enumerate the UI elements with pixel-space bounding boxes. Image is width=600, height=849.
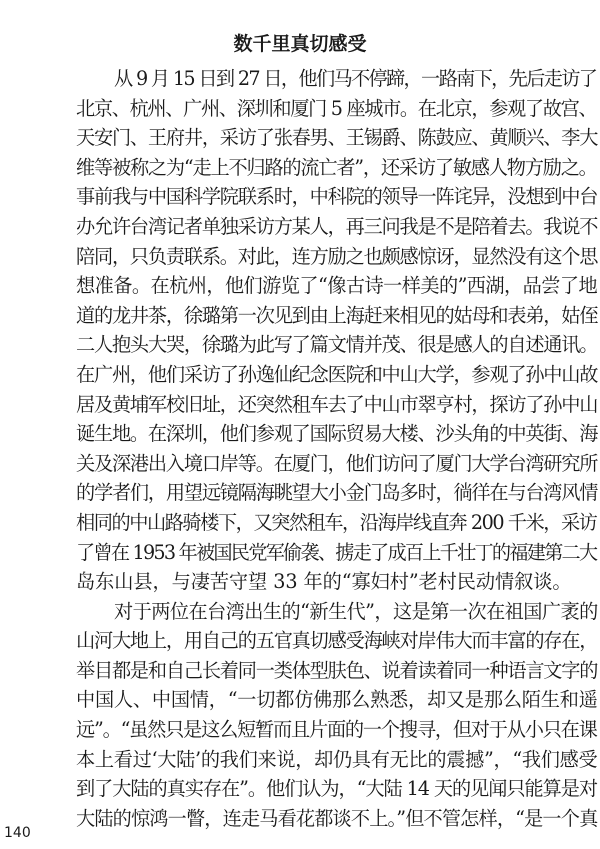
paragraph-1 — [76, 64, 600, 597]
text-line: 办允许台湾记者单独采访方某人，再三问我是不是陪着去。我说不 — [76, 214, 598, 238]
text-line: 了曾在 1953 年被国民党军偷袭、掳走了成百上千壮丁的福建第二大 — [76, 540, 597, 564]
text-line: 举目都是和自己长着同一类体型肤色、说着读着同一种语言文字的 — [76, 658, 598, 682]
text-line: 想准备。在杭州，他们游览了“像古诗一样美的”西湖，品尝了地 — [76, 274, 598, 298]
text-line: 诞生地。在深圳，他们参观了国际贸易大楼、沙头角的中英街、海 — [76, 422, 598, 446]
text-line: 相同的中山路骑楼下，又突然租车，沿海岸线直奔 200 千米，采访 — [76, 510, 597, 534]
text-line: 大陆的惊鸿一瞥，连走马看花都谈不上。”但不管怎样，“是一个真 — [76, 806, 598, 830]
text-line: 陪同，只负责联系。对此，连方励之也颇感惊讶，显然没有这个思 — [76, 244, 598, 268]
section-title: 数千里真切感受 — [233, 33, 367, 55]
text-line: 北京、杭州、广州、深圳和厦门 5 座城市。在北京，参观了故宫、 — [76, 96, 597, 120]
body-text — [76, 64, 600, 833]
text-line: 对于两位在台湾出生的“新生代”，这是第一次在祖国广袤的 — [114, 599, 598, 623]
text-line: 山河大地上，用自己的五官真切感受海峡对岸伟大而丰富的存在， — [76, 629, 598, 653]
page-number: 140 — [4, 825, 31, 841]
text-line: 居及黄埔军校旧址，还突然租车去了中山市翠亨村，探访了孙中山 — [76, 392, 598, 416]
text-line: 道的龙井茶，徐璐第一次见到由上海赶来相见的姑母和表弟，姑侄 — [76, 303, 598, 327]
text-line: 事前我与中国科学院联系时，中科院的领导一阵诧异，没想到中台 — [76, 185, 598, 209]
text-line: 中国人、中国情，“一切都仿佛那么熟悉，却又是那么陌生和遥 — [76, 688, 598, 712]
text-line: 在广州，他们采访了孙逸仙纪念医院和中山大学，参观了孙中山故 — [76, 362, 598, 386]
text-line: 远”。“虽然只是这么短暂而且片面的一个搜寻，但对于从小只在课 — [76, 718, 597, 742]
text-line: 岛东山县，与凄苦守望 33 年的“寡妇村”老村民动情叙谈。 — [76, 570, 572, 594]
text-line: 天安门、王府井，采访了张春男、王锡爵、陈鼓应、黄顺兴、李大 — [76, 126, 598, 150]
text-line: 的学者们，用望远镜隔海眺望大小金门岛多时，徜徉在与台湾风情 — [76, 481, 598, 505]
text-line: 本上看过‘大陆’的我们来说，却仍具有无比的震撼”，“我们感受 — [76, 747, 598, 771]
text-line: 关及深港出入境口岸等。在厦门，他们访问了厦门大学台湾研究所 — [76, 451, 598, 475]
text-line: 二人抱头大哭，徐璐为此写了篇文情并茂、很是感人的自述通讯。 — [76, 333, 598, 357]
text-line: 到了大陆的真实存在”。他们认为，“大陆 14 天的见闻只能算是对 — [76, 777, 598, 801]
paragraph-2 — [76, 597, 600, 834]
text-line: 从 9 月 15 日到 27 日，他们马不停蹄，一路南下，先后走访了 — [114, 67, 597, 90]
text-line: 维等被称之为“走上不归路的流亡者”，还采访了敏感人物方励之。 — [76, 155, 597, 179]
